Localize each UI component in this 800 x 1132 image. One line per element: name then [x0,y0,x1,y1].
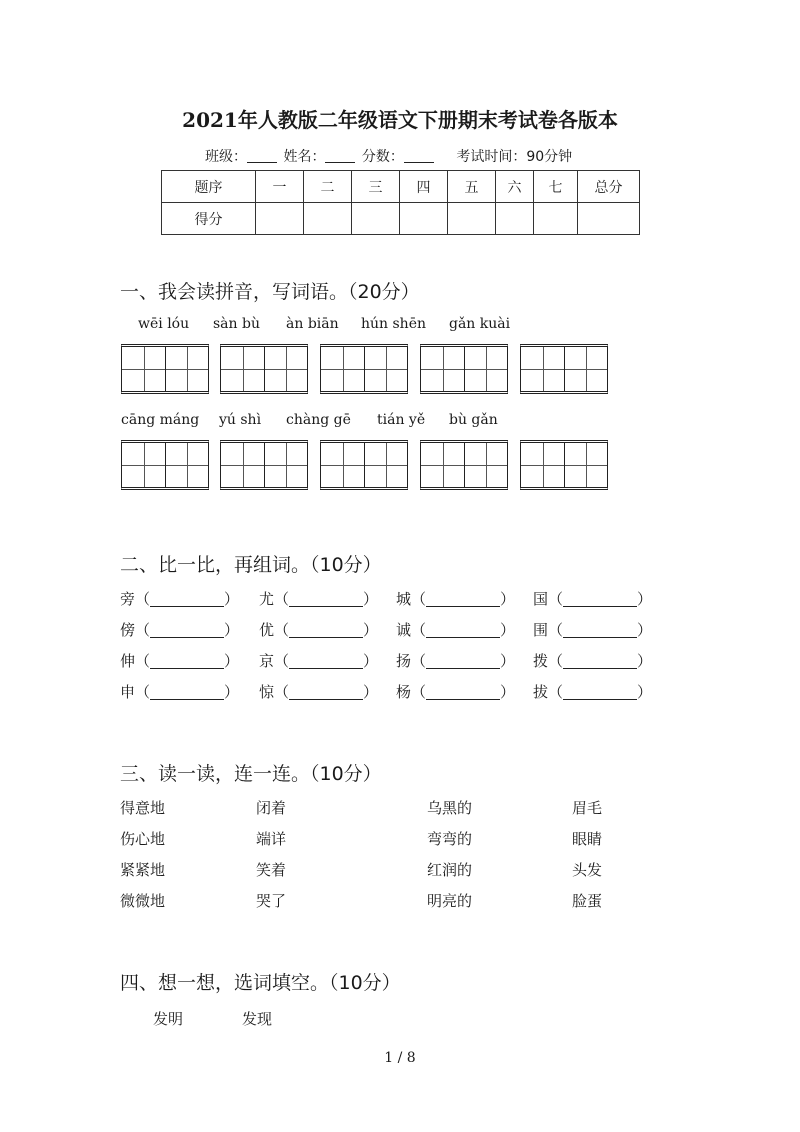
zuci-char: 尤 [259,590,275,608]
zuci-blank[interactable] [289,591,363,607]
table-header-cell: 总分 [578,171,640,203]
table-header-cell: 一 [256,171,304,203]
zuci-char: 诚 [396,621,412,639]
score-blank[interactable] [404,148,434,163]
writing-grid[interactable] [520,344,608,394]
zuci-item: 旁（ ） [120,590,240,608]
section4-title: 四、想一想，选词填空。（10分） [120,972,401,994]
zuci-char: 优 [259,621,275,639]
score-cell[interactable] [304,203,352,235]
page-title: 2021年人教版二年级语文下册期末考试卷各版本 [182,108,618,132]
table-header-cell: 六 [496,171,534,203]
zuci-char: 申 [120,683,136,701]
writing-grid[interactable] [121,344,209,394]
zuci-item: 拔（ ） [533,683,653,701]
zuci-blank[interactable] [426,653,500,669]
zuci-item: 围（ ） [533,621,653,639]
class-blank[interactable] [247,148,277,163]
match-word[interactable]: 眼睛 [572,830,603,848]
word-option: 发明 [153,1010,184,1028]
zuci-blank[interactable] [150,622,224,638]
zuci-char: 城 [396,590,412,608]
zuci-item: 国（ ） [533,590,653,608]
zuci-blank[interactable] [563,622,637,638]
zuci-item: 申（ ） [120,683,240,701]
writing-grid[interactable] [320,344,408,394]
table-header-cell: 二 [304,171,352,203]
zuci-char: 旁 [120,590,136,608]
pinyin-label: àn biān [286,316,339,332]
zuci-char: 傍 [120,621,136,639]
zuci-item: 尤（ ） [259,590,379,608]
zuci-blank[interactable] [563,591,637,607]
zuci-item: 优（ ） [259,621,379,639]
match-word[interactable]: 脸蛋 [572,892,603,910]
match-word[interactable]: 红润的 [427,861,473,879]
pinyin-label: cāng máng [121,412,200,428]
zuci-item: 京（ ） [259,652,379,670]
score-cell[interactable] [400,203,448,235]
pinyin-label: tián yě [377,412,426,428]
score-label: 分数： [361,149,404,165]
score-table-score-row [162,203,640,235]
zuci-char: 拨 [533,652,549,670]
table-header-cell: 四 [400,171,448,203]
match-word[interactable]: 头发 [572,861,603,879]
match-word[interactable]: 乌黑的 [427,799,473,817]
zuci-blank[interactable] [563,653,637,669]
pinyin-label: yú shì [219,412,262,428]
zuci-blank[interactable] [150,653,224,669]
class-label: 班级： [205,149,247,165]
score-cell[interactable] [578,203,640,235]
zuci-char: 惊 [259,683,275,701]
pinyin-label: chàng gē [286,412,351,428]
match-word[interactable]: 伤心地 [120,830,166,848]
table-header-cell: 五 [448,171,496,203]
zuci-item: 惊（ ） [259,683,379,701]
writing-grid[interactable] [220,344,308,394]
table-header-cell: 题序 [162,171,256,203]
section3-title: 三、读一读，连一连。（10分） [120,763,382,785]
zuci-item: 城（ ） [396,590,516,608]
score-cell[interactable] [352,203,400,235]
pinyin-label: wēi lóu [138,316,190,332]
zuci-item: 伸（ ） [120,652,240,670]
table-row-label: 得分 [162,203,256,235]
pinyin-label: gǎn kuài [449,316,511,332]
match-word[interactable]: 笑着 [256,861,287,879]
writing-grid[interactable] [520,440,608,490]
pinyin-label: sàn bù [213,316,260,332]
name-label: 姓名： [283,149,326,165]
score-cell[interactable] [256,203,304,235]
writing-grid[interactable] [121,440,209,490]
zuci-blank[interactable] [289,684,363,700]
score-cell[interactable] [534,203,578,235]
match-word[interactable]: 闭着 [256,799,287,817]
zuci-char: 扬 [396,652,412,670]
name-blank[interactable] [325,148,355,163]
zuci-blank[interactable] [289,653,363,669]
zuci-item: 扬（ ） [396,652,516,670]
pinyin-label: bù gǎn [449,412,498,428]
time-label: 考试时间：90分钟 [456,149,573,165]
zuci-blank[interactable] [426,591,500,607]
zuci-char: 围 [533,621,549,639]
student-info-line [205,146,572,166]
score-cell[interactable] [496,203,534,235]
zuci-char: 拔 [533,683,549,701]
zuci-blank[interactable] [426,684,500,700]
pinyin-label: hún shēn [361,316,427,332]
match-word[interactable]: 眉毛 [572,799,603,817]
match-word[interactable]: 明亮的 [427,892,473,910]
writing-grid[interactable] [220,440,308,490]
zuci-item: 诚（ ） [396,621,516,639]
match-word[interactable]: 弯弯的 [427,830,473,848]
zuci-blank[interactable] [150,684,224,700]
table-header-cell: 七 [534,171,578,203]
section1-title: 一、我会读拼音，写词语。（20分） [120,281,420,303]
match-word[interactable]: 哭了 [256,892,287,910]
match-word[interactable]: 端详 [256,830,287,848]
zuci-char: 国 [533,590,549,608]
zuci-blank[interactable] [563,684,637,700]
writing-grid[interactable] [420,440,508,490]
score-table-header-row [162,171,640,203]
writing-grid[interactable] [420,344,508,394]
writing-grid[interactable] [320,440,408,490]
match-word[interactable]: 得意地 [120,799,166,817]
page-number: 1 / 8 [384,1050,416,1066]
zuci-blank[interactable] [150,591,224,607]
score-table [161,170,640,235]
zuci-char: 京 [259,652,275,670]
match-word[interactable]: 微微地 [120,892,166,910]
zuci-item: 傍（ ） [120,621,240,639]
table-header-cell: 三 [352,171,400,203]
score-cell[interactable] [448,203,496,235]
zuci-blank[interactable] [289,622,363,638]
word-option: 发现 [242,1010,273,1028]
section2-title: 二、比一比，再组词。（10分） [120,554,382,576]
zuci-blank[interactable] [426,622,500,638]
zuci-item: 拨（ ） [533,652,653,670]
zuci-char: 伸 [120,652,136,670]
zuci-char: 杨 [396,683,412,701]
match-word[interactable]: 紧紧地 [120,861,166,879]
zuci-item: 杨（ ） [396,683,516,701]
